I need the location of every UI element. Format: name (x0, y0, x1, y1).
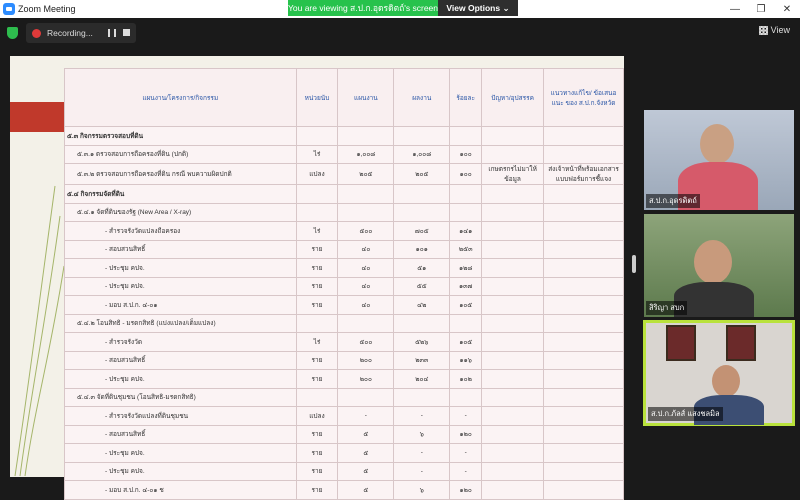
row-value-cell: ราย (296, 425, 338, 444)
maximize-icon[interactable]: ❐ (756, 3, 766, 15)
row-value-cell: - (450, 444, 482, 463)
row-value-cell: ๒๐๕ (338, 164, 394, 185)
row-value-cell (482, 388, 544, 407)
row-label-cell: - สำรวจรังวัดแปลงถือครอง (65, 222, 297, 241)
row-value-cell: ๑๒๐ (450, 425, 482, 444)
participant-name: สิริญา สบก (646, 301, 687, 315)
row-value-cell: ๑๐๐ (450, 145, 482, 164)
row-value-cell (544, 462, 624, 481)
wall-frame (726, 325, 756, 361)
row-value-cell (450, 203, 482, 222)
row-value-cell (482, 370, 544, 389)
split-handle[interactable] (632, 255, 636, 273)
row-value-cell: ๒๐๐ (338, 351, 394, 370)
video-tile-3-active-speaker[interactable] (643, 320, 795, 426)
row-value-cell (482, 351, 544, 370)
row-value-cell (338, 388, 394, 407)
row-value-cell: ๖ (394, 481, 450, 500)
row-value-cell (482, 240, 544, 259)
row-value-cell: ส่งเจ้าหน้าที่พร้อมเอกสาร แบบฟอร์มการชี้แจง (544, 164, 624, 185)
slide-decoration (10, 176, 66, 476)
row-label-cell: - ประชุม คปจ. (65, 462, 297, 481)
row-value-cell: ๕๒๖ (394, 333, 450, 352)
table-row (65, 127, 624, 146)
row-label-cell: - สอบสวนสิทธิ์ (65, 240, 297, 259)
row-label-cell: - ประชุม คปจ. (65, 259, 297, 278)
col-header-target: แผนงาน (338, 69, 394, 127)
row-value-cell (450, 314, 482, 333)
window-title: Zoom Meeting (18, 4, 76, 14)
row-value-cell (450, 388, 482, 407)
row-value-cell (544, 314, 624, 333)
wall-frame (666, 325, 696, 361)
row-value-cell (482, 127, 544, 146)
col-header-solution: แนวทางแก้ไข/ ข้อเสนอแนะ ของ ส.ป.ก.จังหวัด (544, 69, 624, 127)
col-header-result: ผลงาน (394, 69, 450, 127)
row-value-cell: ๕ (338, 481, 394, 500)
row-value-cell (296, 314, 338, 333)
row-value-cell (482, 259, 544, 278)
row-value-cell: ๕๐๐ (338, 222, 394, 241)
table-row (65, 203, 624, 222)
table-row (65, 462, 624, 481)
row-value-cell (296, 185, 338, 204)
screen-share-banner: You are viewing ส.ป.ก.อุดรดิตถ์'s screen (288, 0, 438, 16)
row-value-cell: ๒๕๓ (450, 240, 482, 259)
row-value-cell (544, 145, 624, 164)
row-value-cell: ๒๐๔ (394, 370, 450, 389)
row-label-cell: - ประชุม คปจ. (65, 277, 297, 296)
participant-face (700, 124, 734, 164)
close-icon[interactable]: ✕ (782, 3, 792, 15)
row-value-cell: ๑๐๒ (450, 370, 482, 389)
row-value-cell: ๑๒๐ (450, 481, 482, 500)
row-value-cell (450, 185, 482, 204)
row-value-cell: ๕๐๐ (338, 333, 394, 352)
row-value-cell: ราย (296, 240, 338, 259)
row-value-cell: ราย (296, 462, 338, 481)
row-value-cell: ๔๐ (338, 296, 394, 315)
row-value-cell: ๒๐๕ (394, 164, 450, 185)
row-value-cell (482, 481, 544, 500)
row-value-cell (394, 314, 450, 333)
row-value-cell (482, 277, 544, 296)
row-value-cell (482, 203, 544, 222)
row-value-cell: ราย (296, 259, 338, 278)
row-value-cell: ๑,๐๐๘ (338, 145, 394, 164)
meeting-toolbar (0, 18, 800, 48)
row-value-cell: - (394, 462, 450, 481)
row-value-cell (482, 333, 544, 352)
table-row (65, 296, 624, 315)
record-icon (32, 29, 41, 38)
table-row (65, 185, 624, 204)
row-value-cell: ๕ (338, 425, 394, 444)
row-value-cell (544, 296, 624, 315)
row-value-cell: แปลง (296, 407, 338, 426)
row-value-cell (544, 127, 624, 146)
row-value-cell (544, 259, 624, 278)
table-row (65, 164, 624, 185)
row-label-cell: - สอบสวนสิทธิ์ (65, 425, 297, 444)
row-value-cell (482, 462, 544, 481)
row-value-cell (482, 444, 544, 463)
row-value-cell: - (338, 407, 394, 426)
slide-accent-bar (10, 102, 66, 132)
row-label-cell: - ประชุม คปจ. (65, 444, 297, 463)
row-label-cell: - สอบสวนสิทธิ์ (65, 351, 297, 370)
row-value-cell (544, 444, 624, 463)
row-value-cell: แปลง (296, 164, 338, 185)
row-value-cell: ๑๔๑ (450, 222, 482, 241)
row-value-cell (482, 145, 544, 164)
col-header-unit: หน่วยนับ (296, 69, 338, 127)
row-label-cell: - มอบ ส.ป.ก. ๔-๐๑ (65, 296, 297, 315)
row-value-cell (544, 407, 624, 426)
row-value-cell: ๑๐๑ (394, 240, 450, 259)
row-value-cell (482, 222, 544, 241)
table-row (65, 240, 624, 259)
participant-name: ส.ป.ก.อุดรดิตถ์ (646, 194, 700, 208)
row-label-cell: ๕.๓.๒ ตรวจสอบการถือครองที่ดิน กรณี พบความผิดปกติ (65, 164, 297, 185)
row-value-cell (296, 203, 338, 222)
participant-face (712, 365, 740, 397)
row-value-cell: ไร่ (296, 222, 338, 241)
recording-indicator (26, 23, 136, 43)
row-value-cell: ไร่ (296, 145, 338, 164)
row-value-cell: ๑๐๕ (450, 296, 482, 315)
row-value-cell (544, 240, 624, 259)
row-value-cell (296, 388, 338, 407)
row-value-cell (544, 388, 624, 407)
row-label-cell: - มอบ ส.ป.ก. ๔-๐๑ ช (65, 481, 297, 500)
table-row (65, 481, 624, 500)
table-row (65, 407, 624, 426)
row-value-cell: - (450, 462, 482, 481)
col-header-problem: ปัญหา/อุปสรรค (482, 69, 544, 127)
row-value-cell: ๑๐๕ (450, 333, 482, 352)
row-value-cell (482, 296, 544, 315)
row-value-cell (544, 222, 624, 241)
col-header-plan: แผนงาน/โครงการ/กิจกรรม (65, 69, 297, 127)
participant-name: ส.ป.ก.ภ้ลส์ แสงชลมิล (648, 407, 723, 421)
row-value-cell (394, 185, 450, 204)
row-label-cell: ๕.๔.๓ จัดที่ดินชุมชน (โอนสิทธิ-มรดกสิทธิ) (65, 388, 297, 407)
row-label-cell: ๕.๓ กิจกรรมตรวจสอบที่ดิน (65, 127, 297, 146)
row-value-cell: ๒๐๐ (338, 370, 394, 389)
video-tile-1[interactable] (644, 110, 794, 210)
row-value-cell (544, 333, 624, 352)
row-value-cell: ๑๐๐ (450, 164, 482, 185)
row-value-cell: ราย (296, 351, 338, 370)
row-value-cell: ๕ (338, 444, 394, 463)
row-value-cell (482, 407, 544, 426)
row-value-cell: ๕๕ (394, 277, 450, 296)
row-value-cell (338, 203, 394, 222)
table-row (65, 370, 624, 389)
row-value-cell: ราย (296, 277, 338, 296)
row-value-cell: ราย (296, 370, 338, 389)
row-value-cell (394, 203, 450, 222)
row-value-cell (296, 127, 338, 146)
row-value-cell (544, 351, 624, 370)
row-label-cell: ๕.๔.๑ จัดที่ดินของรัฐ (New Area / X-ray) (65, 203, 297, 222)
row-value-cell: - (394, 407, 450, 426)
security-shield-icon[interactable] (7, 27, 18, 39)
table-row (65, 425, 624, 444)
window-controls (722, 0, 800, 18)
row-value-cell (338, 314, 394, 333)
row-value-cell: ๑๑๖ (450, 351, 482, 370)
row-value-cell: ราย (296, 481, 338, 500)
table-header-row (65, 69, 624, 127)
table-row (65, 222, 624, 241)
progress-table (64, 68, 624, 500)
row-value-cell: ๕๑ (394, 259, 450, 278)
row-value-cell (544, 481, 624, 500)
row-value-cell (338, 185, 394, 204)
row-value-cell: - (394, 444, 450, 463)
row-value-cell (394, 127, 450, 146)
row-value-cell: ๑๓๗ (450, 277, 482, 296)
row-label-cell: - สำรวจรังวัดแปลงที่ดินชุมชน (65, 407, 297, 426)
row-value-cell (338, 127, 394, 146)
col-header-percent: ร้อยละ (450, 69, 482, 127)
row-value-cell (544, 277, 624, 296)
row-value-cell (482, 425, 544, 444)
stop-recording-icon[interactable] (123, 29, 130, 36)
table-row (65, 314, 624, 333)
row-value-cell (544, 425, 624, 444)
zoom-logo-icon (3, 3, 15, 15)
row-value-cell (482, 314, 544, 333)
table-row (65, 277, 624, 296)
row-value-cell: ราย (296, 444, 338, 463)
row-value-cell: ๗๐๕ (394, 222, 450, 241)
row-value-cell (544, 185, 624, 204)
row-label-cell: ๕.๔.๒ โอนสิทธิ - มรดกสิทธิ (แบ่งแปลง/เต็มแปลง) (65, 314, 297, 333)
grid-view-icon (759, 26, 768, 35)
table-row (65, 259, 624, 278)
row-label-cell: - ประชุม คปจ. (65, 370, 297, 389)
table-row (65, 388, 624, 407)
row-value-cell: ๑๒๘ (450, 259, 482, 278)
row-value-cell (394, 388, 450, 407)
row-label-cell: - สำรวจรังวัด (65, 333, 297, 352)
recording-label: Recording... (47, 28, 93, 38)
row-value-cell: เกษตรกรไม่มาให้ข้อมูล (482, 164, 544, 185)
row-value-cell: ๑,๐๐๘ (394, 145, 450, 164)
row-value-cell: ๔๒ (394, 296, 450, 315)
video-tile-2[interactable] (644, 214, 794, 317)
table-row (65, 333, 624, 352)
row-value-cell (544, 370, 624, 389)
pause-recording-icon[interactable] (108, 29, 116, 37)
row-value-cell: ๒๓๓ (394, 351, 450, 370)
row-value-cell: - (450, 407, 482, 426)
row-value-cell: ๔๐ (338, 240, 394, 259)
view-options-button[interactable]: View Options ⌄ (438, 0, 518, 16)
table-row (65, 444, 624, 463)
row-value-cell: ๖ (394, 425, 450, 444)
table-row (65, 351, 624, 370)
shared-screen (10, 56, 624, 494)
view-label: View (770, 25, 790, 35)
row-label-cell: ๕.๓.๑ ตรวจสอบการถือครองที่ดิน (ปกติ) (65, 145, 297, 164)
minimize-icon[interactable]: — (730, 3, 740, 15)
row-value-cell (544, 203, 624, 222)
row-value-cell: ๔๐ (338, 259, 394, 278)
view-button[interactable] (759, 25, 790, 35)
row-value-cell: ราย (296, 296, 338, 315)
row-value-cell: ๕ (338, 462, 394, 481)
row-value-cell (482, 185, 544, 204)
table-row (65, 145, 624, 164)
participant-face (694, 240, 732, 284)
row-label-cell: ๕.๔ กิจกรรมจัดที่ดิน (65, 185, 297, 204)
row-value-cell: ไร่ (296, 333, 338, 352)
row-value-cell: ๔๐ (338, 277, 394, 296)
row-value-cell (450, 127, 482, 146)
